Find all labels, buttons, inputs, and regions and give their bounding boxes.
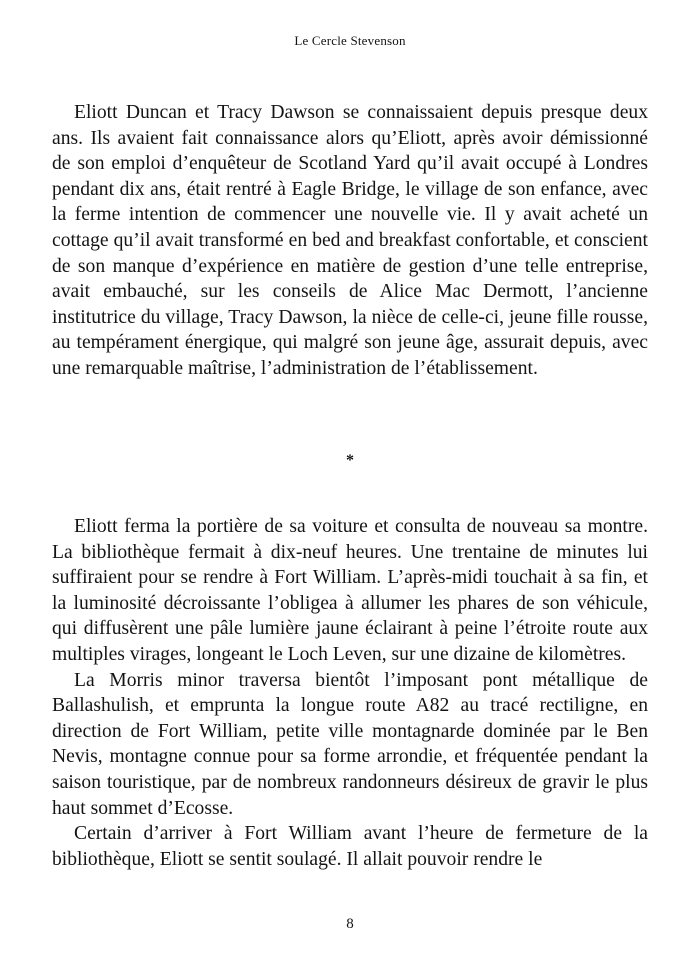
- text-block-2: [52, 514, 648, 872]
- paragraph-3: La Morris minor traversa bientôt l’imposant pont métallique de Ballashulish, et emprunta la longue route A82 au tracé rectiligne, en direction de Fort William, petite ville montagnarde dominée par le Ben Nevis, montagne connue pour sa forme arrondie, et fréquentée pendant la saison touristique, par de nombreux randonneurs désireux de gravir le plus haut sommet d’Ecosse.: [52, 669, 648, 819]
- section-separator: *: [346, 452, 354, 469]
- text-block-1: [52, 100, 648, 382]
- paragraph-4: Certain d’arriver à Fort William avant l’heure de fermeture de la bibliothèque, Eliott se sentit soulagé. Il allait pouvoir rendre le: [52, 823, 648, 870]
- running-title: Le Cercle Stevenson: [294, 33, 406, 48]
- page-number: 8: [346, 916, 354, 932]
- paragraph-2: Eliott ferma la portière de sa voiture et consulta de nouveau sa montre. La bibliothèque fermait à dix-neuf heures. Une trentaine de minutes lui suffiraient pour se rendre à Fort William. L’après-midi touchait à sa fin, et la luminosité décroissante l’obligea à allumer les phares de son véhicule, qui diffusèrent une pâle lumière jaune éclairant à peine l’étroite route aux multiples virages, longeant le Loch Leven, sur une dizaine de kilomètres.: [52, 516, 648, 665]
- paragraph-1: Eliott Duncan et Tracy Dawson se connaissaient depuis presque deux ans. Ils avaient fait connaissance alors qu’Eliott, après avoir démissionné de son emploi d’enquêteur de Scotland Yard qu’il avait occupé à Londres pendant dix ans, était rentré à Eagle Bridge, le village de son enfance, avec la ferme intention de commencer une nouvelle vie. Il y avait acheté un cottage qu’il avait transformé en bed and breakfast confortable, et conscient de son manque d’expérience en matière de gestion d’une telle entreprise, avait embauché, sur les conseils de Alice Mac Dermott, l’ancienne institutrice du village, Tracy Dawson, la nièce de celle-ci, jeune fille rousse, au tempérament énergique, qui malgré son jeune âge, assurait depuis, avec une remarquable maîtrise, l’administration de l’établissement.: [52, 102, 648, 379]
